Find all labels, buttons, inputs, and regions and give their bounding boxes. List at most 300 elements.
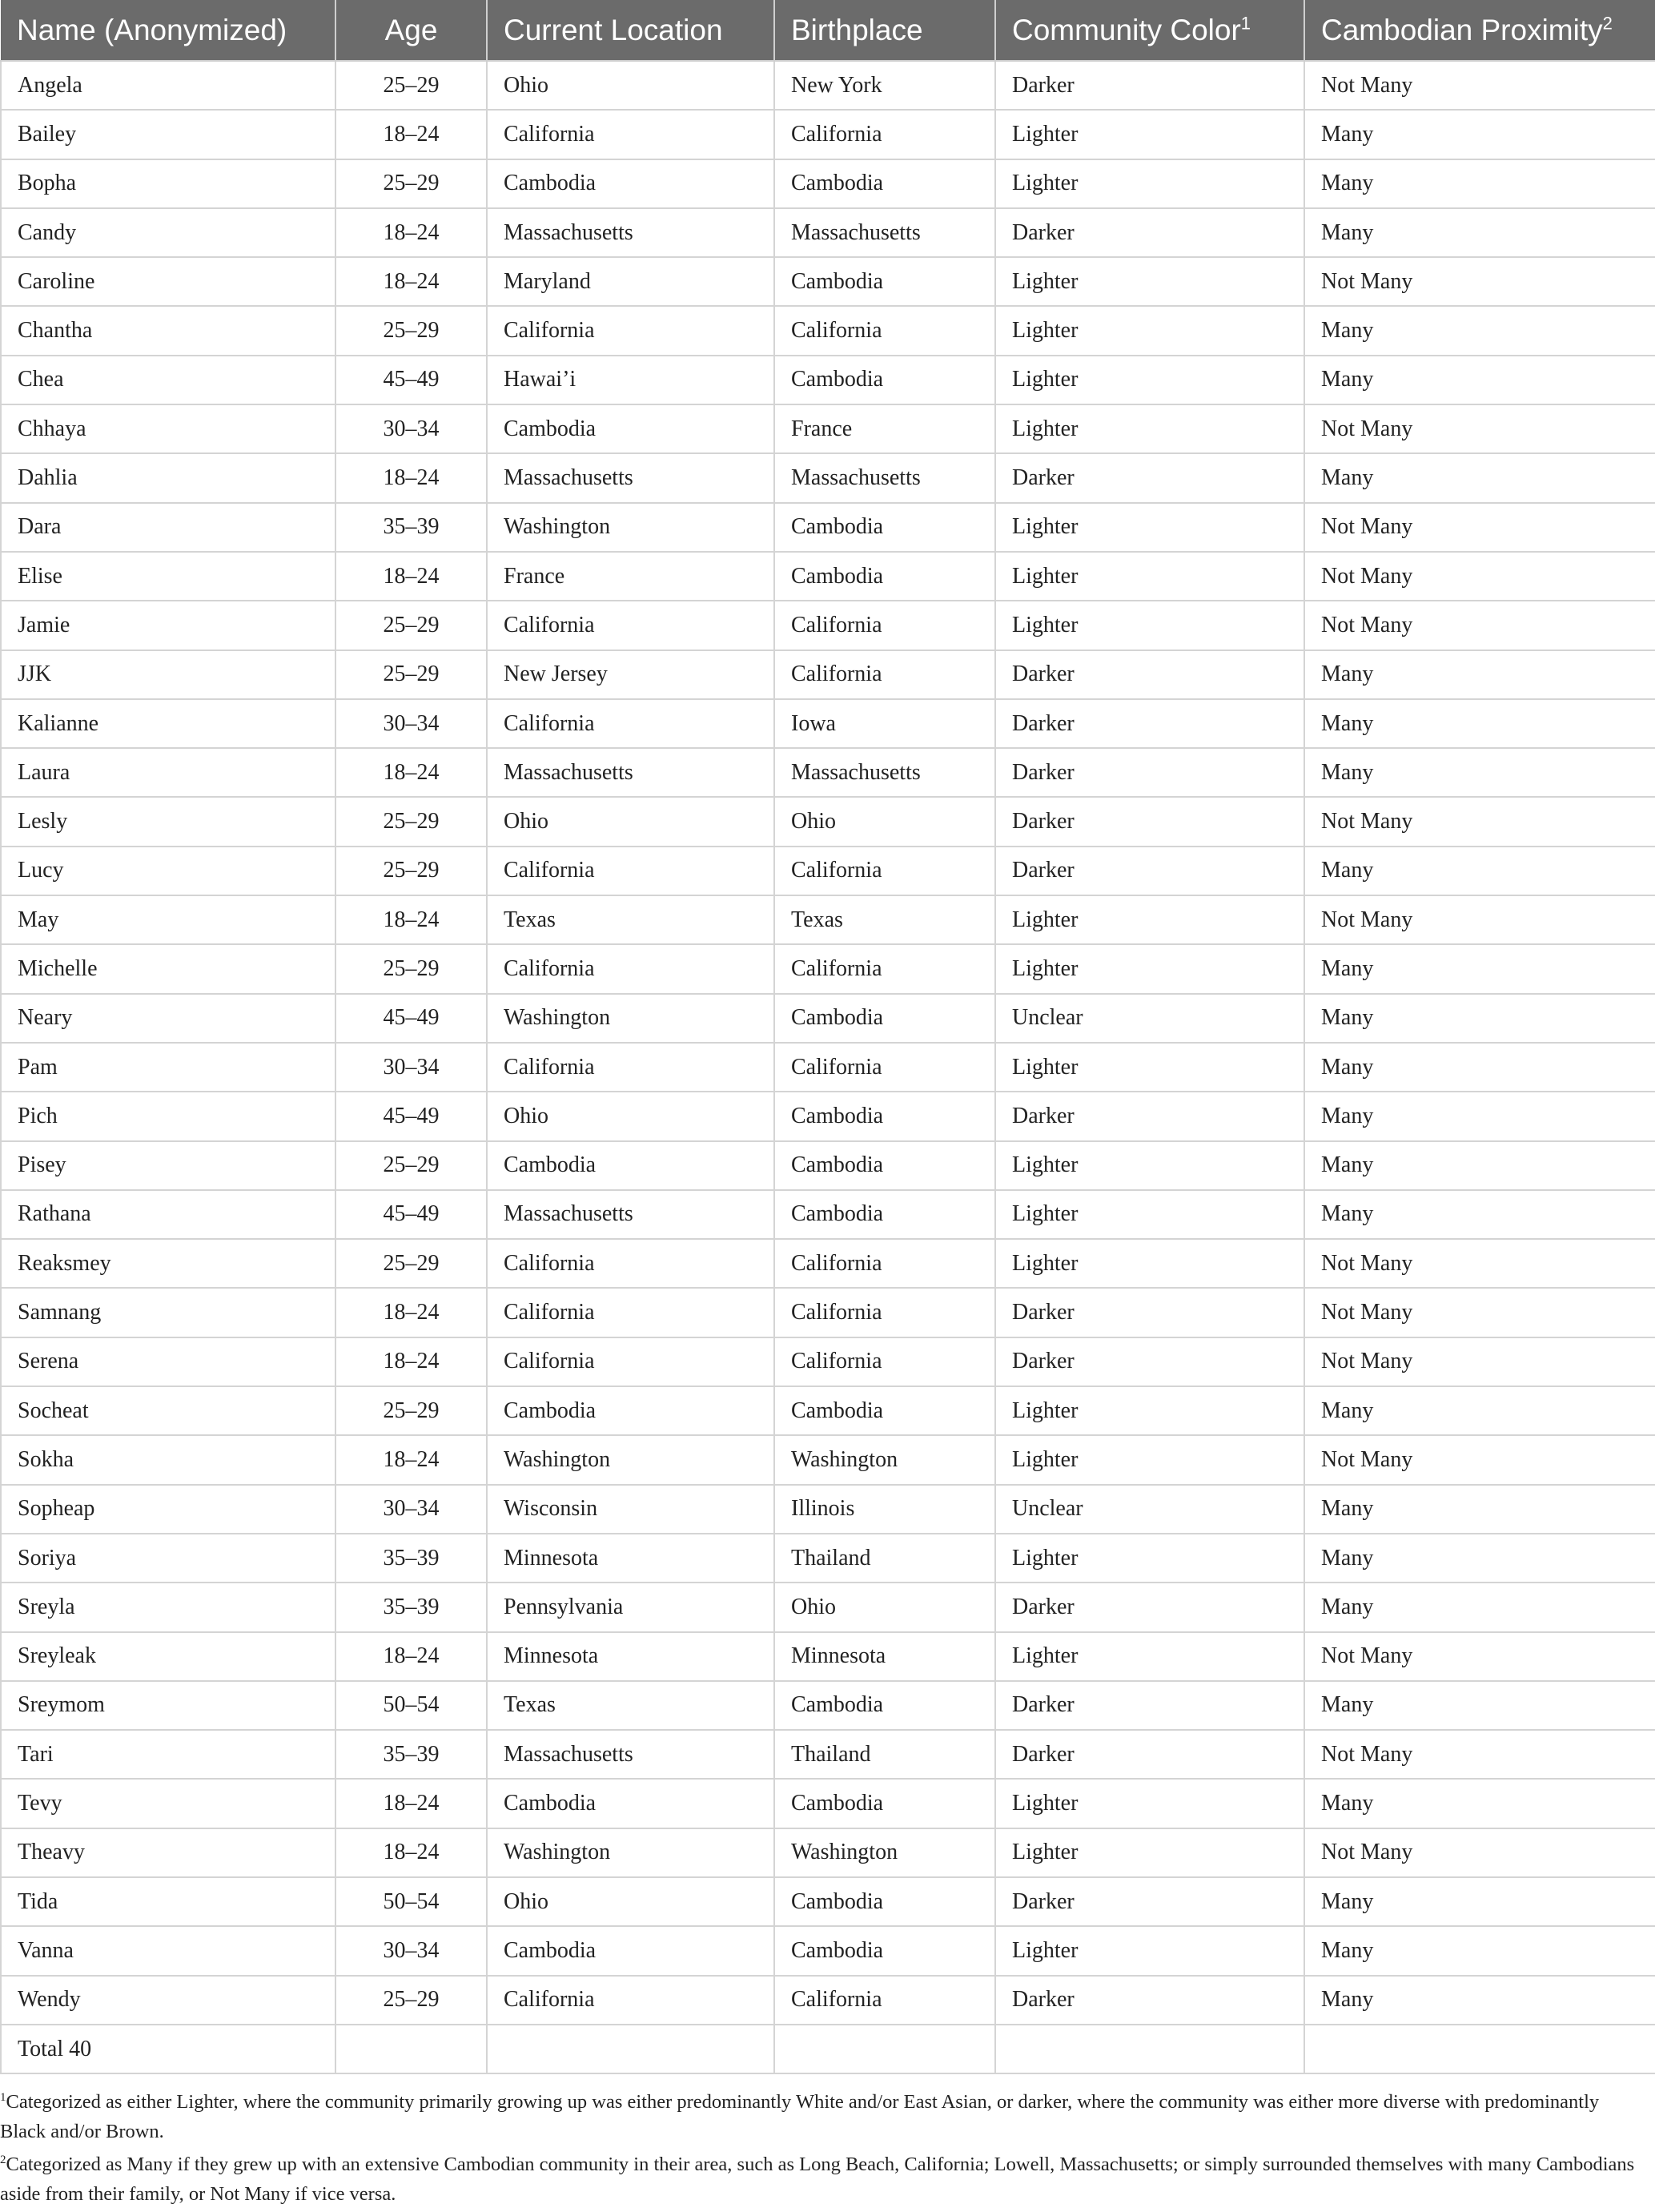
cell-age: 35–39 <box>335 1534 487 1583</box>
cell-community-color: Lighter <box>995 1239 1304 1288</box>
table-row <box>1 1877 1655 1926</box>
cell-cambodian-proximity: Not Many <box>1304 257 1655 306</box>
cell-birthplace: Minnesota <box>774 1632 995 1681</box>
table-row <box>1 61 1655 110</box>
cell-name: Sreyleak <box>1 1632 335 1681</box>
cell-community-color: Lighter <box>995 257 1304 306</box>
cell-birthplace: Cambodia <box>774 1092 995 1140</box>
cell-current-location: California <box>487 1337 774 1386</box>
column-header-current-location <box>487 0 774 61</box>
table-row <box>1 159 1655 208</box>
cell-community-color: Darker <box>995 1681 1304 1730</box>
cell-cambodian-proximity: Many <box>1304 306 1655 355</box>
cell-current-location: Ohio <box>487 1092 774 1140</box>
cell-birthplace: New York <box>774 61 995 110</box>
footnote-marker: 2 <box>1602 13 1613 34</box>
cell-age: 25–29 <box>335 1239 487 1288</box>
cell-community-color: Lighter <box>995 895 1304 944</box>
cell-age: 25–29 <box>335 601 487 650</box>
cell-name: Pam <box>1 1043 335 1092</box>
cell-current-location: Massachusetts <box>487 208 774 257</box>
cell-birthplace: Cambodia <box>774 1779 995 1828</box>
cell-age: 25–29 <box>335 797 487 846</box>
table-row <box>1 110 1655 159</box>
column-header-community-color <box>995 0 1304 61</box>
table-row <box>1 356 1655 404</box>
column-header-label: Name (Anonymized) <box>17 13 287 46</box>
column-header-label: Cambodian Proximity <box>1321 13 1603 46</box>
footnote-text: Categorized as Many if they grew up with an extensive Cambodian community in their area, such as Long Beach, California; Lowell, Massachusetts; or simply surrounded themselves with many Cambodians aside from their family, or Not Many if vice versa. <box>0 2154 1635 2205</box>
cell-current-location: Ohio <box>487 797 774 846</box>
cell-community-color: Lighter <box>995 1190 1304 1239</box>
cell-birthplace: Cambodia <box>774 1141 995 1190</box>
cell-birthplace: California <box>774 944 995 993</box>
cell-name: Neary <box>1 994 335 1043</box>
table-row <box>1 1583 1655 1631</box>
cell-cambodian-proximity: Many <box>1304 453 1655 502</box>
table-row <box>1 1976 1655 2025</box>
cell-cambodian-proximity: Many <box>1304 748 1655 797</box>
cell-community-color: Lighter <box>995 1386 1304 1435</box>
table-row <box>1 1534 1655 1583</box>
cell-age: 45–49 <box>335 1092 487 1140</box>
table-row <box>1 257 1655 306</box>
cell-community-color: Unclear <box>995 994 1304 1043</box>
cell-age: 35–39 <box>335 1730 487 1779</box>
cell-age: 25–29 <box>335 1976 487 2025</box>
cell-community-color: Lighter <box>995 404 1304 453</box>
footnote-marker: 1 <box>1240 13 1251 34</box>
cell-cambodian-proximity: Many <box>1304 1976 1655 2025</box>
cell-current-location: Wisconsin <box>487 1485 774 1534</box>
cell-current-location: Cambodia <box>487 1926 774 1975</box>
cell-birthplace: Massachusetts <box>774 208 995 257</box>
table-row <box>1 994 1655 1043</box>
cell-name: Soriya <box>1 1534 335 1583</box>
cell-cambodian-proximity: Many <box>1304 1141 1655 1190</box>
cell-community-color: Darker <box>995 699 1304 748</box>
cell-current-location: New Jersey <box>487 650 774 699</box>
cell-community-color: Darker <box>995 1730 1304 1779</box>
cell-name: Vanna <box>1 1926 335 1975</box>
table-header <box>1 0 1655 61</box>
cell-birthplace: Cambodia <box>774 257 995 306</box>
cell-current-location: Washington <box>487 503 774 552</box>
cell-community-color: Darker <box>995 748 1304 797</box>
cell-current-location: California <box>487 1239 774 1288</box>
table-row <box>1 1043 1655 1092</box>
cell-age: 25–29 <box>335 306 487 355</box>
cell-community-color: Darker <box>995 1583 1304 1631</box>
column-header-label: Birthplace <box>791 13 923 46</box>
table-total-row <box>1 2025 1655 2073</box>
cell-name: Laura <box>1 748 335 797</box>
cell-age: 30–34 <box>335 1485 487 1534</box>
cell-birthplace: Ohio <box>774 1583 995 1631</box>
cell-community-color: Darker <box>995 61 1304 110</box>
cell-birthplace: Iowa <box>774 699 995 748</box>
cell-birthplace: Illinois <box>774 1485 995 1534</box>
cell-current-location: Cambodia <box>487 404 774 453</box>
cell-current-location: Massachusetts <box>487 1730 774 1779</box>
cell-age: 25–29 <box>335 1386 487 1435</box>
cell-age: 35–39 <box>335 1583 487 1631</box>
cell-name: Samnang <box>1 1288 335 1337</box>
cell-current-location: Texas <box>487 1681 774 1730</box>
cell-name: Michelle <box>1 944 335 993</box>
cell-community-color: Darker <box>995 1092 1304 1140</box>
table-row <box>1 1681 1655 1730</box>
cell-name: Bailey <box>1 110 335 159</box>
cell-current-location: Massachusetts <box>487 1190 774 1239</box>
table-row <box>1 1092 1655 1140</box>
table-row <box>1 208 1655 257</box>
cell-name: Chhaya <box>1 404 335 453</box>
cell-birthplace: Cambodia <box>774 159 995 208</box>
cell-community-color: Darker <box>995 650 1304 699</box>
cell-community-color: Lighter <box>995 601 1304 650</box>
table-row <box>1 1779 1655 1828</box>
cell-current-location: California <box>487 1976 774 2025</box>
column-header-birthplace <box>774 0 995 61</box>
cell-birthplace: Texas <box>774 895 995 944</box>
table-row <box>1 1435 1655 1484</box>
cell-name: Jamie <box>1 601 335 650</box>
cell-community-color: Unclear <box>995 1485 1304 1534</box>
cell-current-location: Minnesota <box>487 1534 774 1583</box>
table-body <box>1 61 1655 2073</box>
cell-current-location: California <box>487 601 774 650</box>
cell-name: Caroline <box>1 257 335 306</box>
cell-community-color: Lighter <box>995 944 1304 993</box>
cell-cambodian-proximity: Not Many <box>1304 1828 1655 1877</box>
cell-age: 18–24 <box>335 453 487 502</box>
cell-cambodian-proximity: Many <box>1304 1043 1655 1092</box>
cell-cambodian-proximity: Many <box>1304 1190 1655 1239</box>
cell-age: 18–24 <box>335 748 487 797</box>
cell-age: 45–49 <box>335 356 487 404</box>
cell-age: 50–54 <box>335 1681 487 1730</box>
cell-current-location: Massachusetts <box>487 453 774 502</box>
table-row <box>1 503 1655 552</box>
table-row <box>1 306 1655 355</box>
cell-birthplace: Ohio <box>774 797 995 846</box>
table-row <box>1 895 1655 944</box>
cell-name: JJK <box>1 650 335 699</box>
cell-age: 50–54 <box>335 1877 487 1926</box>
cell-age: 18–24 <box>335 1828 487 1877</box>
cell-community-color: Lighter <box>995 1926 1304 1975</box>
cell-name: Dahlia <box>1 453 335 502</box>
cell-current-location: Washington <box>487 994 774 1043</box>
cell-birthplace: Cambodia <box>774 994 995 1043</box>
cell-cambodian-proximity: Many <box>1304 847 1655 895</box>
cell-birthplace: Massachusetts <box>774 748 995 797</box>
table-row <box>1 650 1655 699</box>
cell-cambodian-proximity: Many <box>1304 110 1655 159</box>
cell-cambodian-proximity: Many <box>1304 1092 1655 1140</box>
cell-birthplace: Washington <box>774 1435 995 1484</box>
column-header-label: Current Location <box>504 13 723 46</box>
cell-age: 18–24 <box>335 1632 487 1681</box>
cell-name: Tevy <box>1 1779 335 1828</box>
cell-cambodian-proximity: Many <box>1304 1779 1655 1828</box>
cell-age: 18–24 <box>335 257 487 306</box>
cell-current-location: Pennsylvania <box>487 1583 774 1631</box>
table-row <box>1 748 1655 797</box>
table-row <box>1 699 1655 748</box>
cell-cambodian-proximity: Not Many <box>1304 601 1655 650</box>
cell-name: Dara <box>1 503 335 552</box>
cell-name: Reaksmey <box>1 1239 335 1288</box>
cell-age: 35–39 <box>335 503 487 552</box>
table-row <box>1 453 1655 502</box>
cell-cambodian-proximity: Many <box>1304 1583 1655 1631</box>
cell-cambodian-proximity: Many <box>1304 356 1655 404</box>
cell-cambodian-proximity: Not Many <box>1304 1730 1655 1779</box>
cell-birthplace: Massachusetts <box>774 453 995 502</box>
cell-name: Theavy <box>1 1828 335 1877</box>
column-header-label: Community Color <box>1012 13 1241 46</box>
footnote-marker: 1 <box>0 2090 6 2104</box>
cell-current-location: Cambodia <box>487 1386 774 1435</box>
cell-community-color: Lighter <box>995 1779 1304 1828</box>
cell-name: Pich <box>1 1092 335 1140</box>
cell-birthplace: Cambodia <box>774 503 995 552</box>
cell-cambodian-proximity: Many <box>1304 1926 1655 1975</box>
footnote-1 <box>0 2087 1655 2146</box>
cell-age: 18–24 <box>335 1337 487 1386</box>
table-row <box>1 1141 1655 1190</box>
cell-current-location: Cambodia <box>487 1141 774 1190</box>
cell-cambodian-proximity: Many <box>1304 159 1655 208</box>
cell-birthplace: California <box>774 110 995 159</box>
table-row <box>1 1190 1655 1239</box>
cell-name: Kalianne <box>1 699 335 748</box>
cell-name: Sokha <box>1 1435 335 1484</box>
cell-cambodian-proximity: Many <box>1304 1877 1655 1926</box>
cell-birthplace: Cambodia <box>774 1190 995 1239</box>
cell-age: 30–34 <box>335 1043 487 1092</box>
cell-name: Chantha <box>1 306 335 355</box>
table-row <box>1 1485 1655 1534</box>
footnote-2 <box>0 2150 1655 2209</box>
cell-age <box>335 2025 487 2073</box>
cell-cambodian-proximity: Not Many <box>1304 895 1655 944</box>
table-row <box>1 552 1655 601</box>
cell-community-color: Lighter <box>995 110 1304 159</box>
cell-current-location: Ohio <box>487 61 774 110</box>
cell-current-location: Washington <box>487 1828 774 1877</box>
cell-cambodian-proximity: Not Many <box>1304 1288 1655 1337</box>
cell-community-color: Lighter <box>995 1534 1304 1583</box>
cell-age: 45–49 <box>335 1190 487 1239</box>
cell-community-color: Lighter <box>995 1141 1304 1190</box>
cell-birthplace: Cambodia <box>774 1877 995 1926</box>
cell-age: 18–24 <box>335 1435 487 1484</box>
cell-age: 30–34 <box>335 404 487 453</box>
cell-community-color: Lighter <box>995 552 1304 601</box>
cell-age: 25–29 <box>335 61 487 110</box>
table-row <box>1 1828 1655 1877</box>
cell-cambodian-proximity: Many <box>1304 994 1655 1043</box>
cell-birthplace: California <box>774 1337 995 1386</box>
cell-age: 18–24 <box>335 1779 487 1828</box>
cell-current-location: California <box>487 1043 774 1092</box>
column-header-label: Age <box>384 13 438 46</box>
cell-name: Candy <box>1 208 335 257</box>
table-row <box>1 1239 1655 1288</box>
cell-age: 25–29 <box>335 650 487 699</box>
column-header-name <box>1 0 335 61</box>
cell-birthplace: California <box>774 650 995 699</box>
cell-birthplace: Washington <box>774 1828 995 1877</box>
cell-current-location: California <box>487 699 774 748</box>
cell-cambodian-proximity: Not Many <box>1304 797 1655 846</box>
table-row <box>1 1926 1655 1975</box>
cell-age: 30–34 <box>335 1926 487 1975</box>
cell-birthplace: Cambodia <box>774 1926 995 1975</box>
table-row <box>1 944 1655 993</box>
cell-cambodian-proximity: Many <box>1304 1386 1655 1435</box>
cell-birthplace: California <box>774 1043 995 1092</box>
cell-name: Rathana <box>1 1190 335 1239</box>
cell-cambodian-proximity: Many <box>1304 1681 1655 1730</box>
cell-cambodian-proximity: Many <box>1304 1534 1655 1583</box>
cell-name: Sopheap <box>1 1485 335 1534</box>
cell-community-color: Lighter <box>995 356 1304 404</box>
cell-cambodian-proximity: Many <box>1304 1485 1655 1534</box>
cell-name: Elise <box>1 552 335 601</box>
header-row <box>1 0 1655 61</box>
cell-current-location: Cambodia <box>487 159 774 208</box>
cell-name: Tida <box>1 1877 335 1926</box>
cell-cambodian-proximity: Not Many <box>1304 1632 1655 1681</box>
cell-age: 25–29 <box>335 847 487 895</box>
cell-birthplace: Cambodia <box>774 1681 995 1730</box>
cell-current-location: Texas <box>487 895 774 944</box>
cell-name: Total 40 <box>1 2025 335 2073</box>
cell-birthplace: Thailand <box>774 1730 995 1779</box>
cell-name: Socheat <box>1 1386 335 1435</box>
table-row <box>1 1386 1655 1435</box>
cell-community-color: Lighter <box>995 306 1304 355</box>
cell-age: 25–29 <box>335 944 487 993</box>
cell-birthplace: Cambodia <box>774 1386 995 1435</box>
table-footnotes <box>0 2087 1655 2212</box>
cell-community-color: Darker <box>995 208 1304 257</box>
cell-community-color: Lighter <box>995 159 1304 208</box>
footnote-marker: 2 <box>0 2153 6 2166</box>
cell-community-color: Lighter <box>995 1435 1304 1484</box>
cell-name: Tari <box>1 1730 335 1779</box>
cell-community-color <box>995 2025 1304 2073</box>
cell-community-color: Darker <box>995 1877 1304 1926</box>
cell-cambodian-proximity: Not Many <box>1304 503 1655 552</box>
cell-current-location: Massachusetts <box>487 748 774 797</box>
cell-community-color: Lighter <box>995 503 1304 552</box>
table-row <box>1 1632 1655 1681</box>
cell-current-location: California <box>487 110 774 159</box>
cell-current-location: Hawai’i <box>487 356 774 404</box>
cell-cambodian-proximity: Not Many <box>1304 1337 1655 1386</box>
cell-birthplace: California <box>774 847 995 895</box>
cell-community-color: Lighter <box>995 1828 1304 1877</box>
cell-age: 18–24 <box>335 552 487 601</box>
cell-name: Sreymom <box>1 1681 335 1730</box>
cell-birthplace: California <box>774 1288 995 1337</box>
cell-birthplace: Cambodia <box>774 552 995 601</box>
cell-cambodian-proximity: Many <box>1304 944 1655 993</box>
cell-name: Bopha <box>1 159 335 208</box>
cell-community-color: Lighter <box>995 1632 1304 1681</box>
cell-name: May <box>1 895 335 944</box>
cell-community-color: Darker <box>995 1288 1304 1337</box>
cell-birthplace <box>774 2025 995 2073</box>
cell-name: Serena <box>1 1337 335 1386</box>
cell-current-location: Minnesota <box>487 1632 774 1681</box>
cell-community-color: Darker <box>995 847 1304 895</box>
cell-cambodian-proximity: Not Many <box>1304 404 1655 453</box>
cell-current-location: Ohio <box>487 1877 774 1926</box>
cell-current-location: California <box>487 306 774 355</box>
cell-birthplace: Cambodia <box>774 356 995 404</box>
cell-birthplace: California <box>774 1239 995 1288</box>
cell-current-location: Maryland <box>487 257 774 306</box>
table-row <box>1 404 1655 453</box>
cell-age: 45–49 <box>335 994 487 1043</box>
footnote-text: Categorized as either Lighter, where the community primarily growing up was either predominantly White and/or East Asian, or darker, where the community was either more diverse with predominantly Black and/or Brown. <box>0 2091 1600 2142</box>
table-row <box>1 1288 1655 1337</box>
table-row <box>1 601 1655 650</box>
cell-current-location: California <box>487 1288 774 1337</box>
cell-name: Pisey <box>1 1141 335 1190</box>
cell-community-color: Darker <box>995 453 1304 502</box>
cell-name: Angela <box>1 61 335 110</box>
table-row <box>1 797 1655 846</box>
cell-age: 25–29 <box>335 1141 487 1190</box>
cell-current-location: Washington <box>487 1435 774 1484</box>
cell-age: 18–24 <box>335 1288 487 1337</box>
cell-birthplace: California <box>774 1976 995 2025</box>
table-row <box>1 1730 1655 1779</box>
cell-current-location: California <box>487 847 774 895</box>
cell-cambodian-proximity: Not Many <box>1304 61 1655 110</box>
cell-current-location <box>487 2025 774 2073</box>
cell-community-color: Darker <box>995 797 1304 846</box>
cell-current-location: France <box>487 552 774 601</box>
cell-age: 30–34 <box>335 699 487 748</box>
cell-current-location: California <box>487 944 774 993</box>
cell-cambodian-proximity <box>1304 2025 1655 2073</box>
cell-name: Wendy <box>1 1976 335 2025</box>
cell-name: Lucy <box>1 847 335 895</box>
cell-name: Sreyla <box>1 1583 335 1631</box>
cell-birthplace: France <box>774 404 995 453</box>
table-row <box>1 1337 1655 1386</box>
cell-community-color: Darker <box>995 1976 1304 2025</box>
cell-community-color: Lighter <box>995 1043 1304 1092</box>
column-header-cambodian-proximity <box>1304 0 1655 61</box>
cell-birthplace: California <box>774 306 995 355</box>
cell-birthplace: California <box>774 601 995 650</box>
cell-cambodian-proximity: Many <box>1304 650 1655 699</box>
cell-age: 18–24 <box>335 895 487 944</box>
table-row <box>1 847 1655 895</box>
cell-cambodian-proximity: Not Many <box>1304 552 1655 601</box>
cell-age: 18–24 <box>335 110 487 159</box>
column-header-age <box>335 0 487 61</box>
